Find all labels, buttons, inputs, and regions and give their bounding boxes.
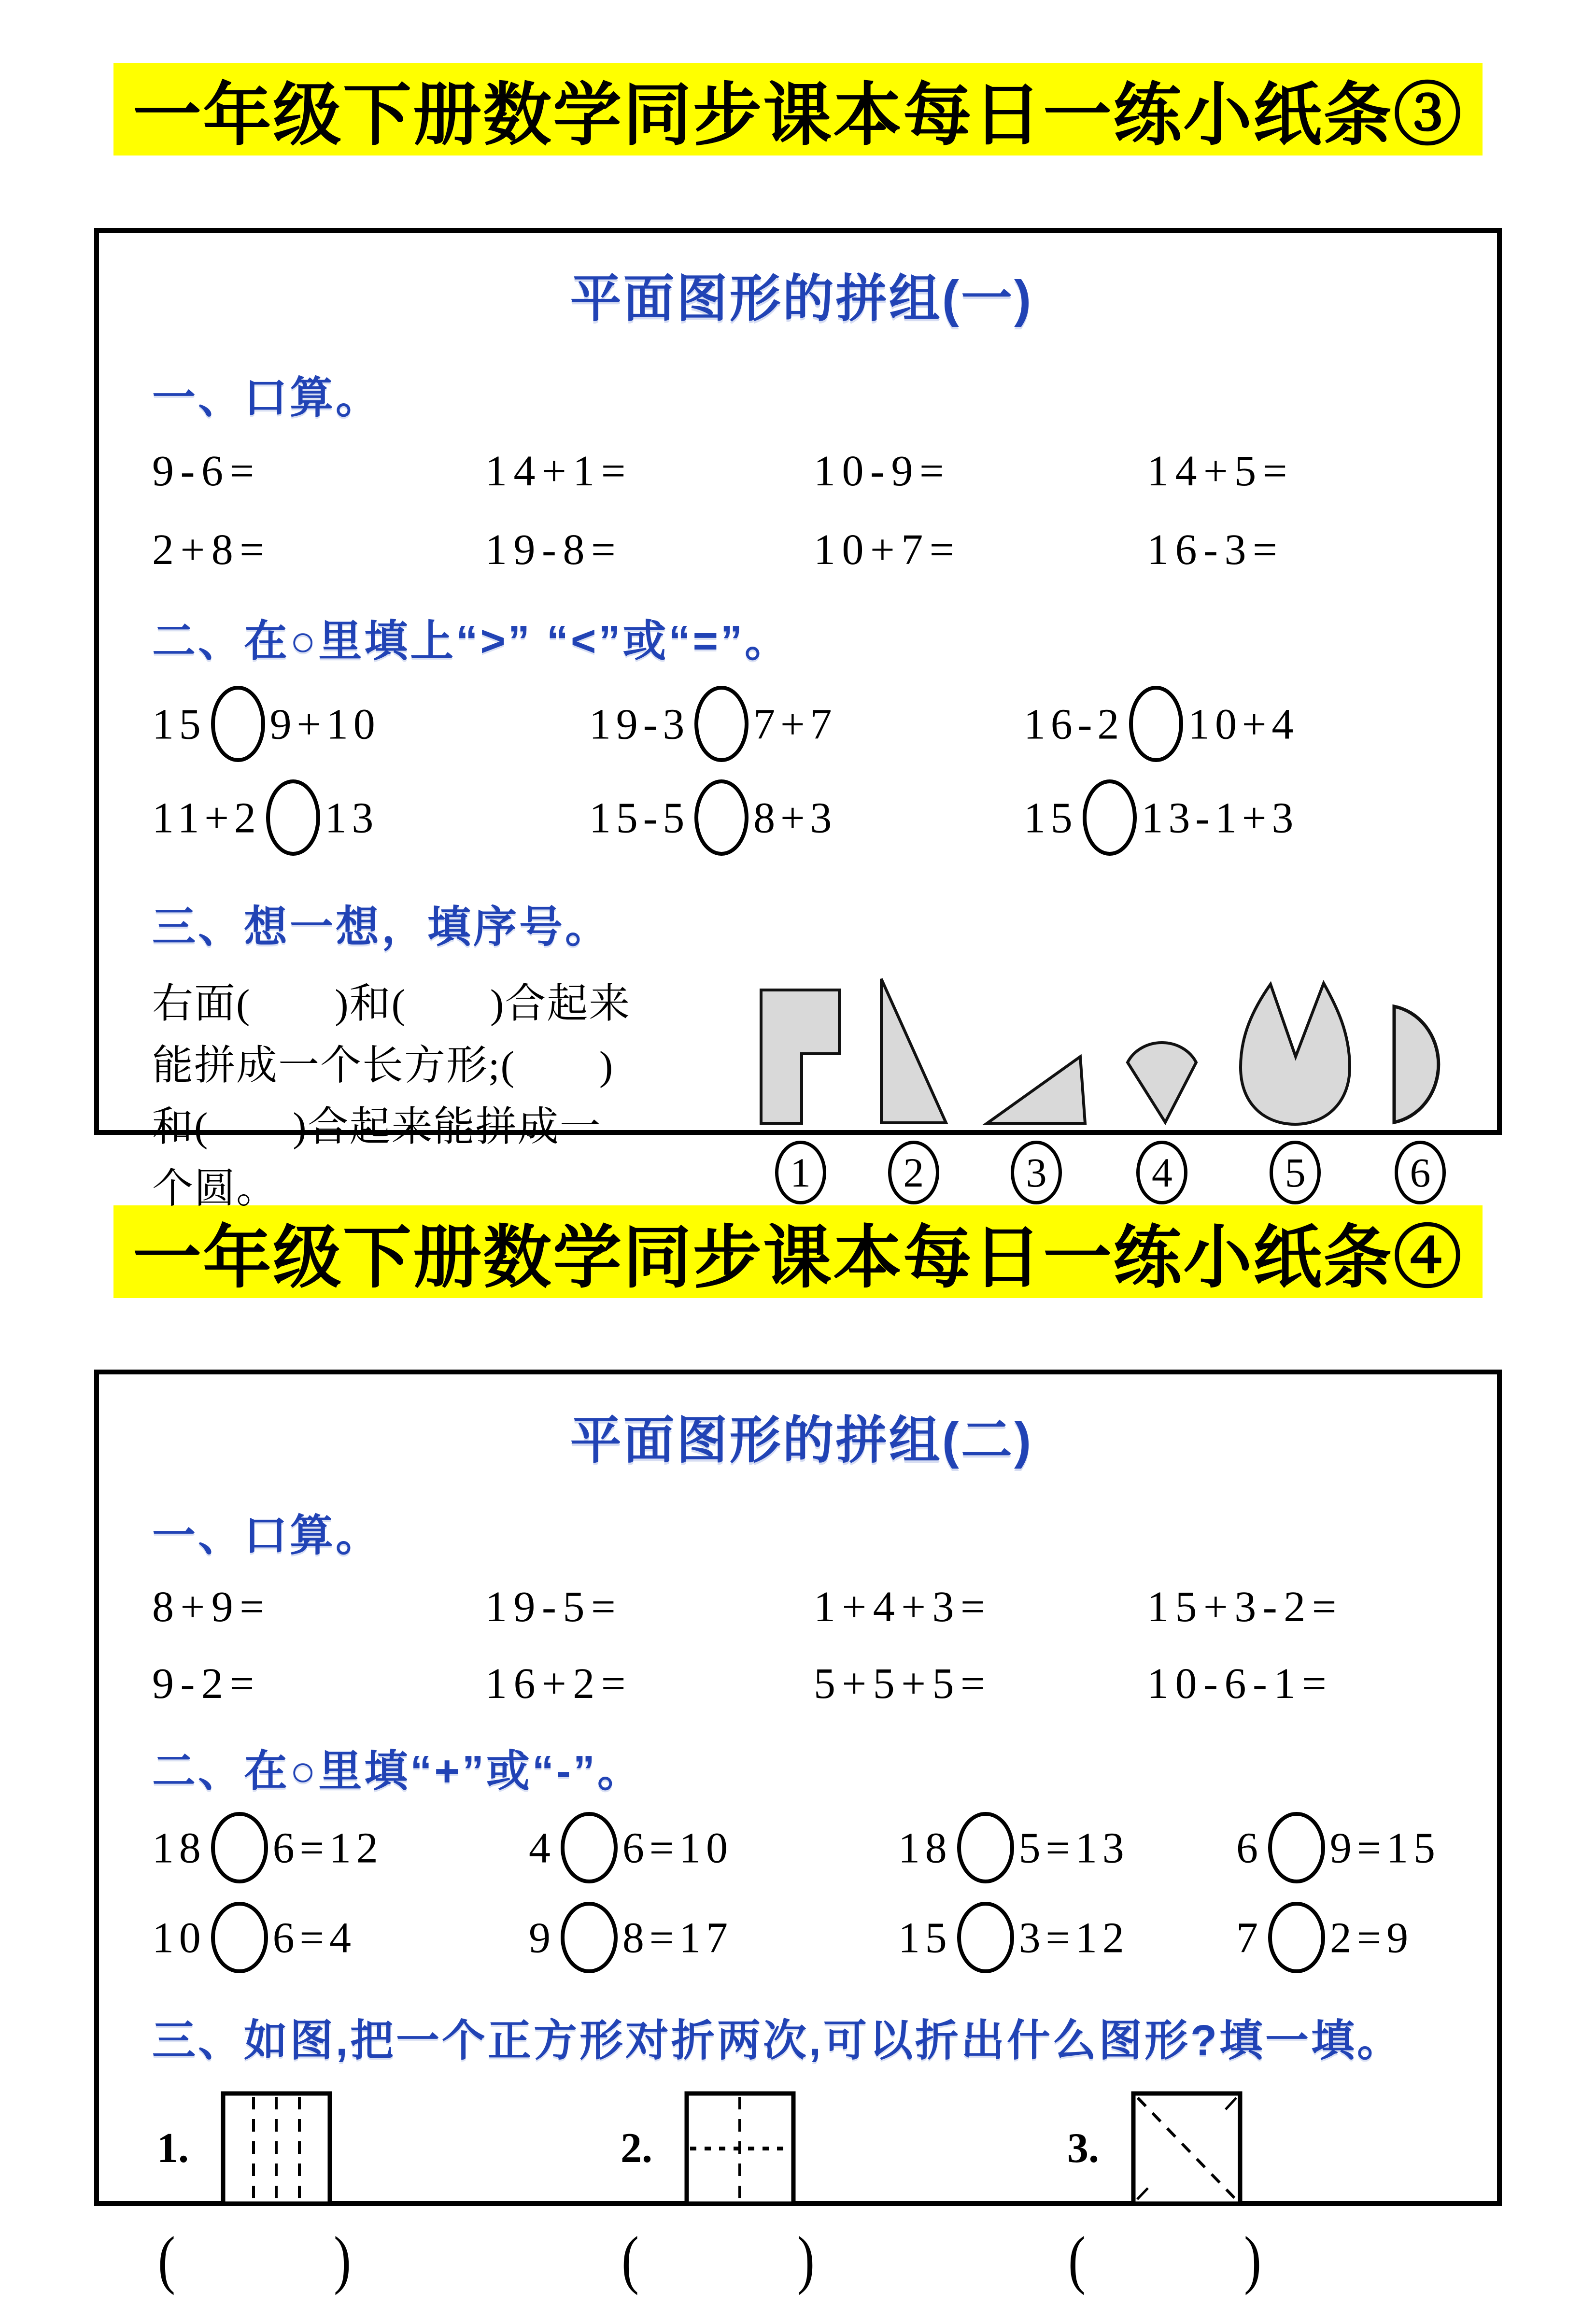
- s1-think-row: [152, 974, 1451, 1220]
- equation: 10+7=: [814, 526, 961, 574]
- fill-right: 3=12: [1018, 1914, 1130, 1962]
- square-vertical-folds-icon: [220, 2090, 333, 2207]
- worksheet-1-title: 平面图形的拼组(一): [570, 270, 1033, 327]
- shape-cell: [1123, 977, 1201, 1204]
- s1-section2-heading: 二、在○里填上“>” “<”或“=”。: [152, 617, 791, 665]
- answer-paren-row: [152, 2224, 1451, 2296]
- banner-strip-4-text: 一年级下册数学同步课本每日一练小纸条④: [133, 1219, 1463, 1296]
- s2-oral-grid: [152, 1582, 1451, 1709]
- shape-number-badge: 4: [1136, 1141, 1187, 1204]
- paren-close: ): [1244, 2224, 1261, 2296]
- compare-item: [152, 691, 589, 767]
- equation: 10-9=: [814, 447, 951, 495]
- answer-blank[interactable]: [1068, 2224, 1261, 2296]
- fill-sign-item: [152, 1817, 529, 1888]
- answer-circle[interactable]: [266, 779, 320, 856]
- fold-label: 3.: [1067, 2125, 1099, 2172]
- equation: 19-8=: [485, 526, 622, 574]
- fill-left: 18: [898, 1824, 952, 1872]
- compare-left: 16-2: [1024, 700, 1125, 749]
- fill-sign-item: [1236, 1817, 1451, 1888]
- question-line: 和( )合起来能拼成一: [152, 1104, 602, 1150]
- banner-strip-3: [113, 63, 1483, 156]
- fill-left: 7: [1236, 1914, 1263, 1962]
- equation: 5+5+5=: [814, 1660, 992, 1708]
- equation: 14+1=: [485, 447, 633, 495]
- shape-box: [1236, 977, 1355, 1126]
- compare-left: 15: [152, 700, 206, 749]
- fold-label: 1.: [157, 2125, 189, 2172]
- fill-left: 15: [898, 1914, 952, 1962]
- fold-item-2: [616, 2090, 1062, 2207]
- shape-box: [1123, 977, 1201, 1126]
- fill-left: 9: [529, 1914, 556, 1962]
- equation: 10-6-1=: [1147, 1660, 1333, 1708]
- fill-right: 6=10: [622, 1824, 733, 1872]
- fold-diagram-row: [152, 2090, 1451, 2207]
- answer-circle[interactable]: [211, 1902, 268, 1973]
- question-line: 能拼成一个长方形;( ): [152, 1043, 614, 1089]
- s1-section1-heading: 一、口算。: [152, 374, 381, 422]
- shape-box: [758, 977, 843, 1126]
- s1-compare-grid: [152, 691, 1451, 861]
- equation: 1+4+3=: [814, 1583, 992, 1631]
- compare-item: [1024, 691, 1451, 767]
- shape-number-badge: 3: [1011, 1141, 1062, 1204]
- paren-open: (: [158, 2224, 175, 2296]
- shape-number-badge: 6: [1395, 1141, 1446, 1204]
- shape-number-badge: 2: [888, 1141, 939, 1204]
- fill-left: 10: [152, 1914, 206, 1962]
- compare-right: 8+3: [753, 794, 837, 842]
- s2-section3-heading: 三、如图,把一个正方形对折两次,可以折出什么图形?填一填。: [152, 2017, 1403, 2065]
- fold-item-1: [152, 2090, 616, 2207]
- fill-right: 5=13: [1018, 1824, 1130, 1872]
- answer-circle[interactable]: [1268, 1812, 1325, 1883]
- s1-oral-grid: [152, 446, 1451, 575]
- shape-box: [877, 977, 950, 1126]
- question-line: 右面( )和( )合起来: [152, 981, 631, 1027]
- answer-circle[interactable]: [561, 1902, 618, 1973]
- banner-strip-4: [113, 1205, 1483, 1298]
- shape-cell: [985, 977, 1088, 1204]
- compare-item: [589, 784, 1024, 861]
- equation: 15+3-2=: [1147, 1583, 1343, 1631]
- compare-right: 7+7: [753, 700, 837, 749]
- answer-circle[interactable]: [1129, 686, 1183, 762]
- compare-item: [589, 691, 1024, 767]
- fill-right: 6=4: [272, 1914, 356, 1962]
- shapes-row: [758, 974, 1451, 1220]
- fill-sign-item: [898, 1907, 1236, 1978]
- compare-right: 9+10: [269, 700, 381, 749]
- answer-circle[interactable]: [1083, 779, 1137, 856]
- shape-cell: [758, 977, 843, 1204]
- fill-right: 8=17: [622, 1914, 733, 1962]
- worksheet-2-title: 平面图形的拼组(二): [570, 1412, 1033, 1469]
- equation: 9-2=: [152, 1660, 261, 1708]
- compare-item: [152, 784, 589, 861]
- answer-circle[interactable]: [957, 1812, 1014, 1883]
- fill-left: 18: [152, 1824, 206, 1872]
- answer-circle[interactable]: [1268, 1902, 1325, 1973]
- compare-item: [1024, 784, 1451, 861]
- s2-section1-heading: 一、口算。: [152, 1512, 381, 1560]
- shape-cell: [1236, 977, 1355, 1204]
- answer-circle[interactable]: [561, 1812, 618, 1883]
- fill-sign-item: [898, 1817, 1236, 1888]
- fill-sign-item: [529, 1907, 898, 1978]
- equation: 8+9=: [152, 1583, 271, 1631]
- answer-circle[interactable]: [694, 779, 749, 856]
- shape-cell: [1389, 977, 1451, 1204]
- fold-label: 2.: [621, 2125, 652, 2172]
- semicircle-icon: [1389, 1003, 1451, 1126]
- worksheet-2: [94, 1370, 1502, 2296]
- fold-item-3: [1062, 2090, 1451, 2207]
- square-diagonal-fold-icon: [1130, 2090, 1243, 2207]
- answer-blank[interactable]: [158, 2224, 351, 2296]
- equation: 16-3=: [1147, 526, 1284, 574]
- paren-close: ): [334, 2224, 351, 2296]
- compare-right: 10+4: [1188, 700, 1299, 749]
- square-cross-folds-icon: [683, 2090, 797, 2207]
- equation: 9-6=: [152, 447, 261, 495]
- paren-open: (: [1068, 2224, 1086, 2296]
- equation: 19-5=: [485, 1583, 622, 1631]
- equation: 2+8=: [152, 526, 271, 574]
- paren-close: ): [797, 2224, 815, 2296]
- fill-right: 6=12: [272, 1824, 383, 1872]
- answer-circle[interactable]: [694, 686, 749, 762]
- answer-blank[interactable]: [621, 2224, 815, 2296]
- fill-sign-item: [152, 1907, 529, 1978]
- worksheet-1: [94, 228, 1502, 1212]
- paren-open: (: [621, 2224, 639, 2296]
- l-shape-icon: [758, 986, 843, 1126]
- answer-circle[interactable]: [211, 1812, 268, 1883]
- shape-box: [985, 977, 1088, 1126]
- fill-left: 4: [529, 1824, 556, 1872]
- notched-circle-icon: [1236, 978, 1355, 1126]
- s2-fill-grid: [152, 1817, 1451, 1978]
- shape-number-badge: 1: [775, 1141, 826, 1204]
- right-triangle-icon: [985, 1053, 1088, 1126]
- question-text: [152, 974, 758, 1220]
- compare-left: 19-3: [589, 700, 690, 749]
- tall-right-triangle-icon: [877, 974, 950, 1126]
- banner-strip-3-text: 一年级下册数学同步课本每日一练小纸条③: [133, 77, 1463, 154]
- fill-right: 2=9: [1329, 1914, 1413, 1962]
- shape-number-badge: 5: [1270, 1141, 1321, 1204]
- question-line: 个圆。: [152, 1166, 279, 1212]
- shape-box: [1389, 977, 1451, 1126]
- answer-circle[interactable]: [211, 686, 265, 762]
- equation: 14+5=: [1147, 447, 1294, 495]
- shape-cell: [877, 977, 950, 1204]
- fill-sign-item: [1236, 1907, 1451, 1978]
- fill-right: 9=15: [1329, 1824, 1441, 1872]
- answer-circle[interactable]: [957, 1902, 1014, 1973]
- compare-right: 13-1+3: [1141, 794, 1299, 842]
- compare-right: 13: [325, 794, 379, 842]
- compare-left: 15-5: [589, 794, 690, 842]
- compare-left: 11+2: [152, 794, 261, 842]
- sector-cone-icon: [1123, 1016, 1201, 1126]
- fill-left: 6: [1236, 1824, 1263, 1872]
- equation: 16+2=: [485, 1660, 633, 1708]
- fill-sign-item: [529, 1817, 898, 1888]
- s2-section2-heading: 二、在○里填“+”或“-”。: [152, 1747, 643, 1796]
- compare-left: 15: [1024, 794, 1078, 842]
- s1-section3-heading: 三、想一想，填序号。: [152, 903, 611, 951]
